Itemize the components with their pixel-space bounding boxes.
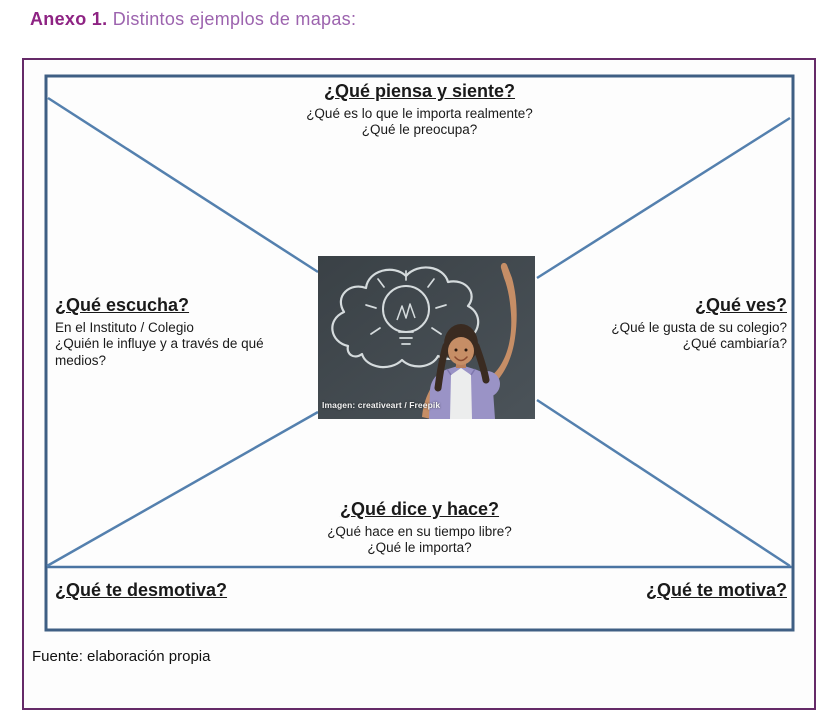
section-see-line: ¿Qué le gusta de su colegio? [611,319,787,335]
section-think-feel [46,80,793,139]
page-title-label: Anexo 1. [30,9,108,29]
section-see-heading: ¿Qué ves? [694,295,787,315]
section-hear-heading: ¿Qué escucha? [55,295,190,315]
photo-credit: Imagen: creativeart / Freepik [322,400,441,410]
section-hear [55,294,267,370]
center-photo [318,256,535,419]
section-see-line: ¿Qué cambiaría? [682,336,787,352]
source-note: Fuente: elaboración propia [32,648,211,665]
section-say-do-line: ¿Qué hace en su tiempo libre? [327,523,512,539]
section-say-do-line: ¿Qué le importa? [367,540,472,556]
section-see [547,294,787,353]
section-demotivates [55,579,227,605]
page-title-text: Distintos ejemplos de mapas: [112,9,357,29]
section-hear-line: En el Instituto / Colegio [55,319,194,335]
section-motivates-heading: ¿Qué te motiva? [645,580,787,600]
section-think-feel-heading: ¿Qué piensa y siente? [323,81,516,101]
girl-chalkboard-illustration [318,256,535,419]
section-think-feel-line: ¿Qué es lo que le importa realmente? [306,105,533,121]
section-say-do-heading: ¿Qué dice y hace? [339,499,500,519]
section-motivates [646,579,787,605]
page-title [30,9,356,30]
section-demotivates-heading: ¿Qué te desmotiva? [55,580,228,600]
figure-frame [22,58,816,710]
section-say-do [46,498,793,557]
section-think-feel-line: ¿Qué le preocupa? [361,122,478,138]
section-hear-line: ¿Quién le influye y a través de qué medios? [55,336,264,369]
